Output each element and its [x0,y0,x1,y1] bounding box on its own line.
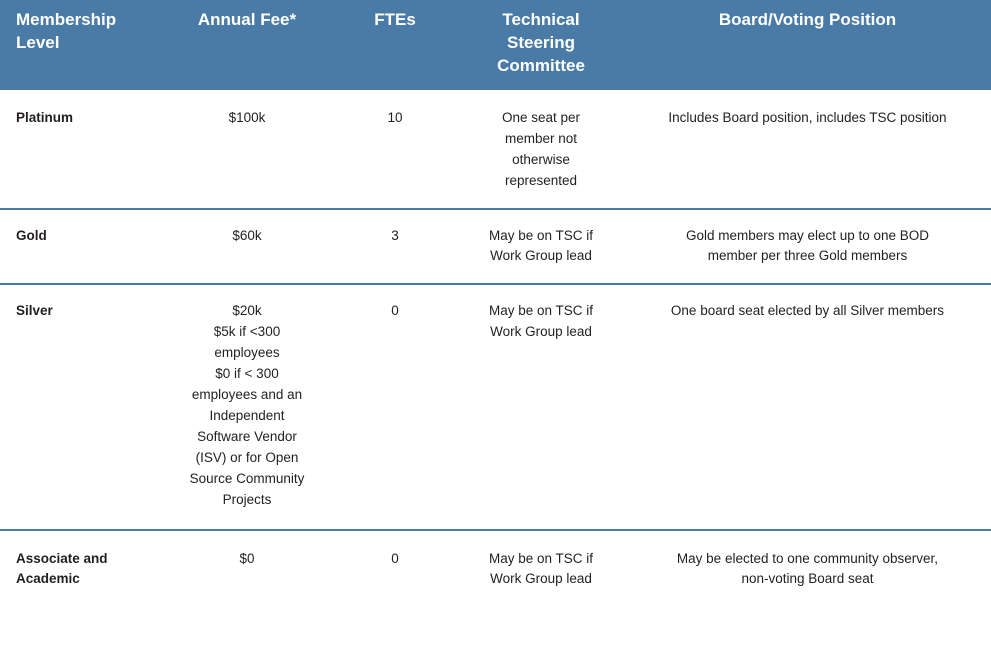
cell-ftes: 10 [332,90,458,209]
fee-line: $5k if <300 employees [213,324,281,361]
column-header-board-voting-position: Board/Voting Position [624,0,991,90]
cell-tsc: May be on TSC if Work Group lead [458,284,624,529]
fee-line: $0 if < 300 employees and an Independent Software Vendor (ISV) or for Open Source Community Projects [189,366,305,507]
column-header-membership-level: Membership Level [0,0,162,90]
table-body [0,90,991,607]
table-row [0,284,991,529]
cell-tsc: May be on TSC if Work Group lead [488,550,594,587]
fee-line: $100k [228,109,266,125]
table-header-row [0,0,991,90]
cell-board-position: May be elected to one community observer, non-voting Board seat [676,550,939,587]
cell-annual-fee [162,284,332,529]
cell-ftes: 3 [332,209,458,285]
cell-annual-fee [162,209,332,285]
table-row [0,209,991,285]
fee-line: $20k [232,303,262,319]
cell-tsc: May be on TSC if Work Group lead [458,209,624,285]
cell-membership-level: Gold [0,209,162,285]
cell-membership-level: Platinum [0,90,162,209]
cell-board-position: Gold members may elect up to one BOD member per three Gold members [624,209,991,285]
cell-tsc: One seat per member not otherwise represented [458,90,624,209]
column-header-technical-steering-committee: Technical Steering Committee [458,0,624,90]
cell-ftes: 0 [391,550,399,566]
cell-membership-level: Associate and Academic [16,550,108,587]
cell-annual-fee [162,90,332,209]
cell-board-position: One board seat elected by all Silver members [624,284,991,529]
cell-annual-fee [162,530,332,607]
column-header-annual-fee: Annual Fee* [162,0,332,90]
fee-line: $0 [239,550,255,566]
fee-line: $60k [232,227,262,243]
table-row [0,90,991,209]
cell-board-position: Includes Board position, includes TSC position [624,90,991,209]
table-row [0,530,991,607]
cell-ftes: 0 [332,284,458,529]
cell-membership-level: Silver [0,284,162,529]
table-header [0,0,991,90]
column-header-ftes: FTEs [332,0,458,90]
